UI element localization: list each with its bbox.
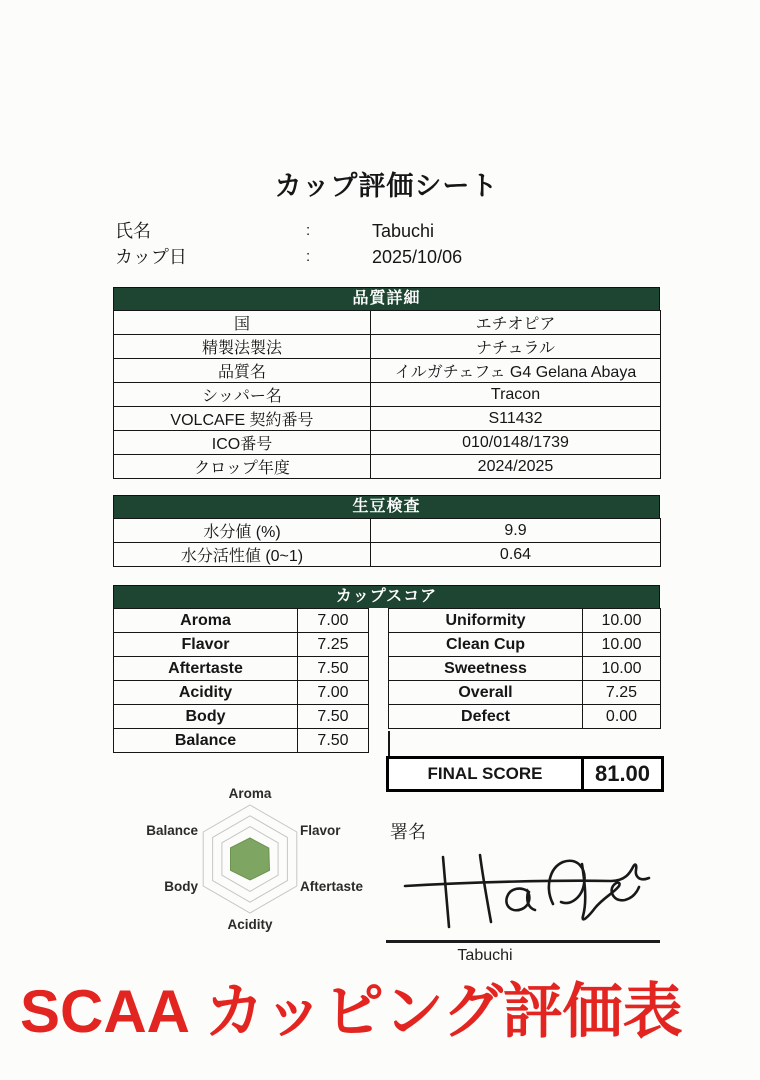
cup-score-header: カップスコア [113,585,660,608]
row-value-cell: 7.50 [298,657,369,681]
radar-axis-label: Aftertaste [300,879,364,894]
row-label-cell: 品質名 [114,359,371,383]
table-row [114,407,661,431]
row-label-cell: Acidity [114,681,298,705]
info-field-label: 氏名 [115,221,151,241]
quality-table-grid [113,310,661,479]
handwritten-signature [383,840,668,940]
row-label-cell: VOLCAFE 契約番号 [114,407,371,431]
table-row [114,519,661,543]
row-value-cell: ナチュラル [371,335,661,359]
row-value-cell: 7.50 [298,705,369,729]
table-row [114,705,369,729]
row-value-cell: 0.00 [583,705,661,729]
row-label-cell: Balance [114,729,298,753]
info-row [115,244,660,270]
table-row [114,657,369,681]
row-label-cell: Body [114,705,298,729]
table-row [389,609,661,633]
row-value-cell: 7.00 [298,609,369,633]
info-separator: : [306,248,311,265]
table-row [114,681,369,705]
info-block [115,218,660,270]
radar-axis-label: Balance [146,823,198,838]
radar-axis-label: Body [164,879,198,894]
table-row [114,455,661,479]
table-row [114,431,661,455]
page-title: カップ評価シート [274,171,499,201]
row-value-cell: S11432 [371,407,661,431]
row-value-cell: 0.64 [371,543,661,567]
row-label-cell: クロップ年度 [114,455,371,479]
green-bean-table-header: 生豆検査 [113,495,660,518]
info-row [115,218,660,244]
table-row [114,311,661,335]
row-value-cell: 10.00 [583,609,661,633]
green-bean-table-grid [113,518,661,567]
row-value-cell: 10.00 [583,657,661,681]
cup-score-right-grid [388,608,661,729]
table-row [114,359,661,383]
signature-rule [386,940,660,943]
signature-printed-name: Tabuchi [457,947,513,964]
row-value-cell: 10.00 [583,633,661,657]
radar-chart [140,785,370,943]
row-value-cell: 7.25 [298,633,369,657]
table-row [389,633,661,657]
row-label-cell: Aroma [114,609,298,633]
table-row [389,681,661,705]
cup-score-table [113,585,660,808]
info-separator: : [306,222,311,239]
table-row [114,633,369,657]
row-value-cell: 2024/2025 [371,455,661,479]
row-label-cell: ICO番号 [114,431,371,455]
quality-table-header: 品質詳細 [113,287,660,310]
table-line-artifact [388,731,390,757]
row-value-cell: 7.25 [583,681,661,705]
green-bean-table [113,495,660,567]
table-row [114,729,369,753]
info-field-label: カップ日 [115,247,187,267]
signature-label: 署名 [390,822,426,842]
info-field-value: 2025/10/06 [372,247,463,267]
row-value-cell: イルガチェフェ G4 Gelana Abaya [371,359,661,383]
radar-axis-label: Acidity [227,917,273,932]
table-row [389,705,661,729]
row-label-cell: Sweetness [389,657,583,681]
scaa-stamp-text: SCAA カッピング評価表 [20,978,683,1045]
row-label-cell: Defect [389,705,583,729]
row-value-cell: 010/0148/1739 [371,431,661,455]
row-label-cell: Uniformity [389,609,583,633]
info-field-value: Tabuchi [372,221,435,241]
row-label-cell: Overall [389,681,583,705]
cup-score-left-grid [113,608,369,753]
cup-score-body [113,608,660,808]
row-label-cell: Flavor [114,633,298,657]
row-label-cell: シッパー名 [114,383,371,407]
row-value-cell: 7.50 [298,729,369,753]
row-label-cell: 国 [114,311,371,335]
table-row [114,543,661,567]
final-score-label: FINAL SCORE [427,764,543,783]
radar-axis-label: Aroma [228,786,272,801]
radar-value-polygon [231,838,270,880]
row-label-cell: 水分活性値 (0~1) [114,543,371,567]
table-row [389,657,661,681]
row-value-cell: Tracon [371,383,661,407]
row-value-cell: 7.00 [298,681,369,705]
quality-details-table [113,287,660,479]
row-label-cell: Clean Cup [389,633,583,657]
row-label-cell: 精製法製法 [114,335,371,359]
final-score-value: 81.00 [581,759,661,789]
table-row [114,609,369,633]
row-label-cell: 水分値 (%) [114,519,371,543]
row-label-cell: Aftertaste [114,657,298,681]
table-row [114,383,661,407]
row-value-cell: エチオピア [371,311,661,335]
final-score-box [386,756,664,792]
radar-axis-label: Flavor [300,823,341,838]
table-row [114,335,661,359]
row-value-cell: 9.9 [371,519,661,543]
